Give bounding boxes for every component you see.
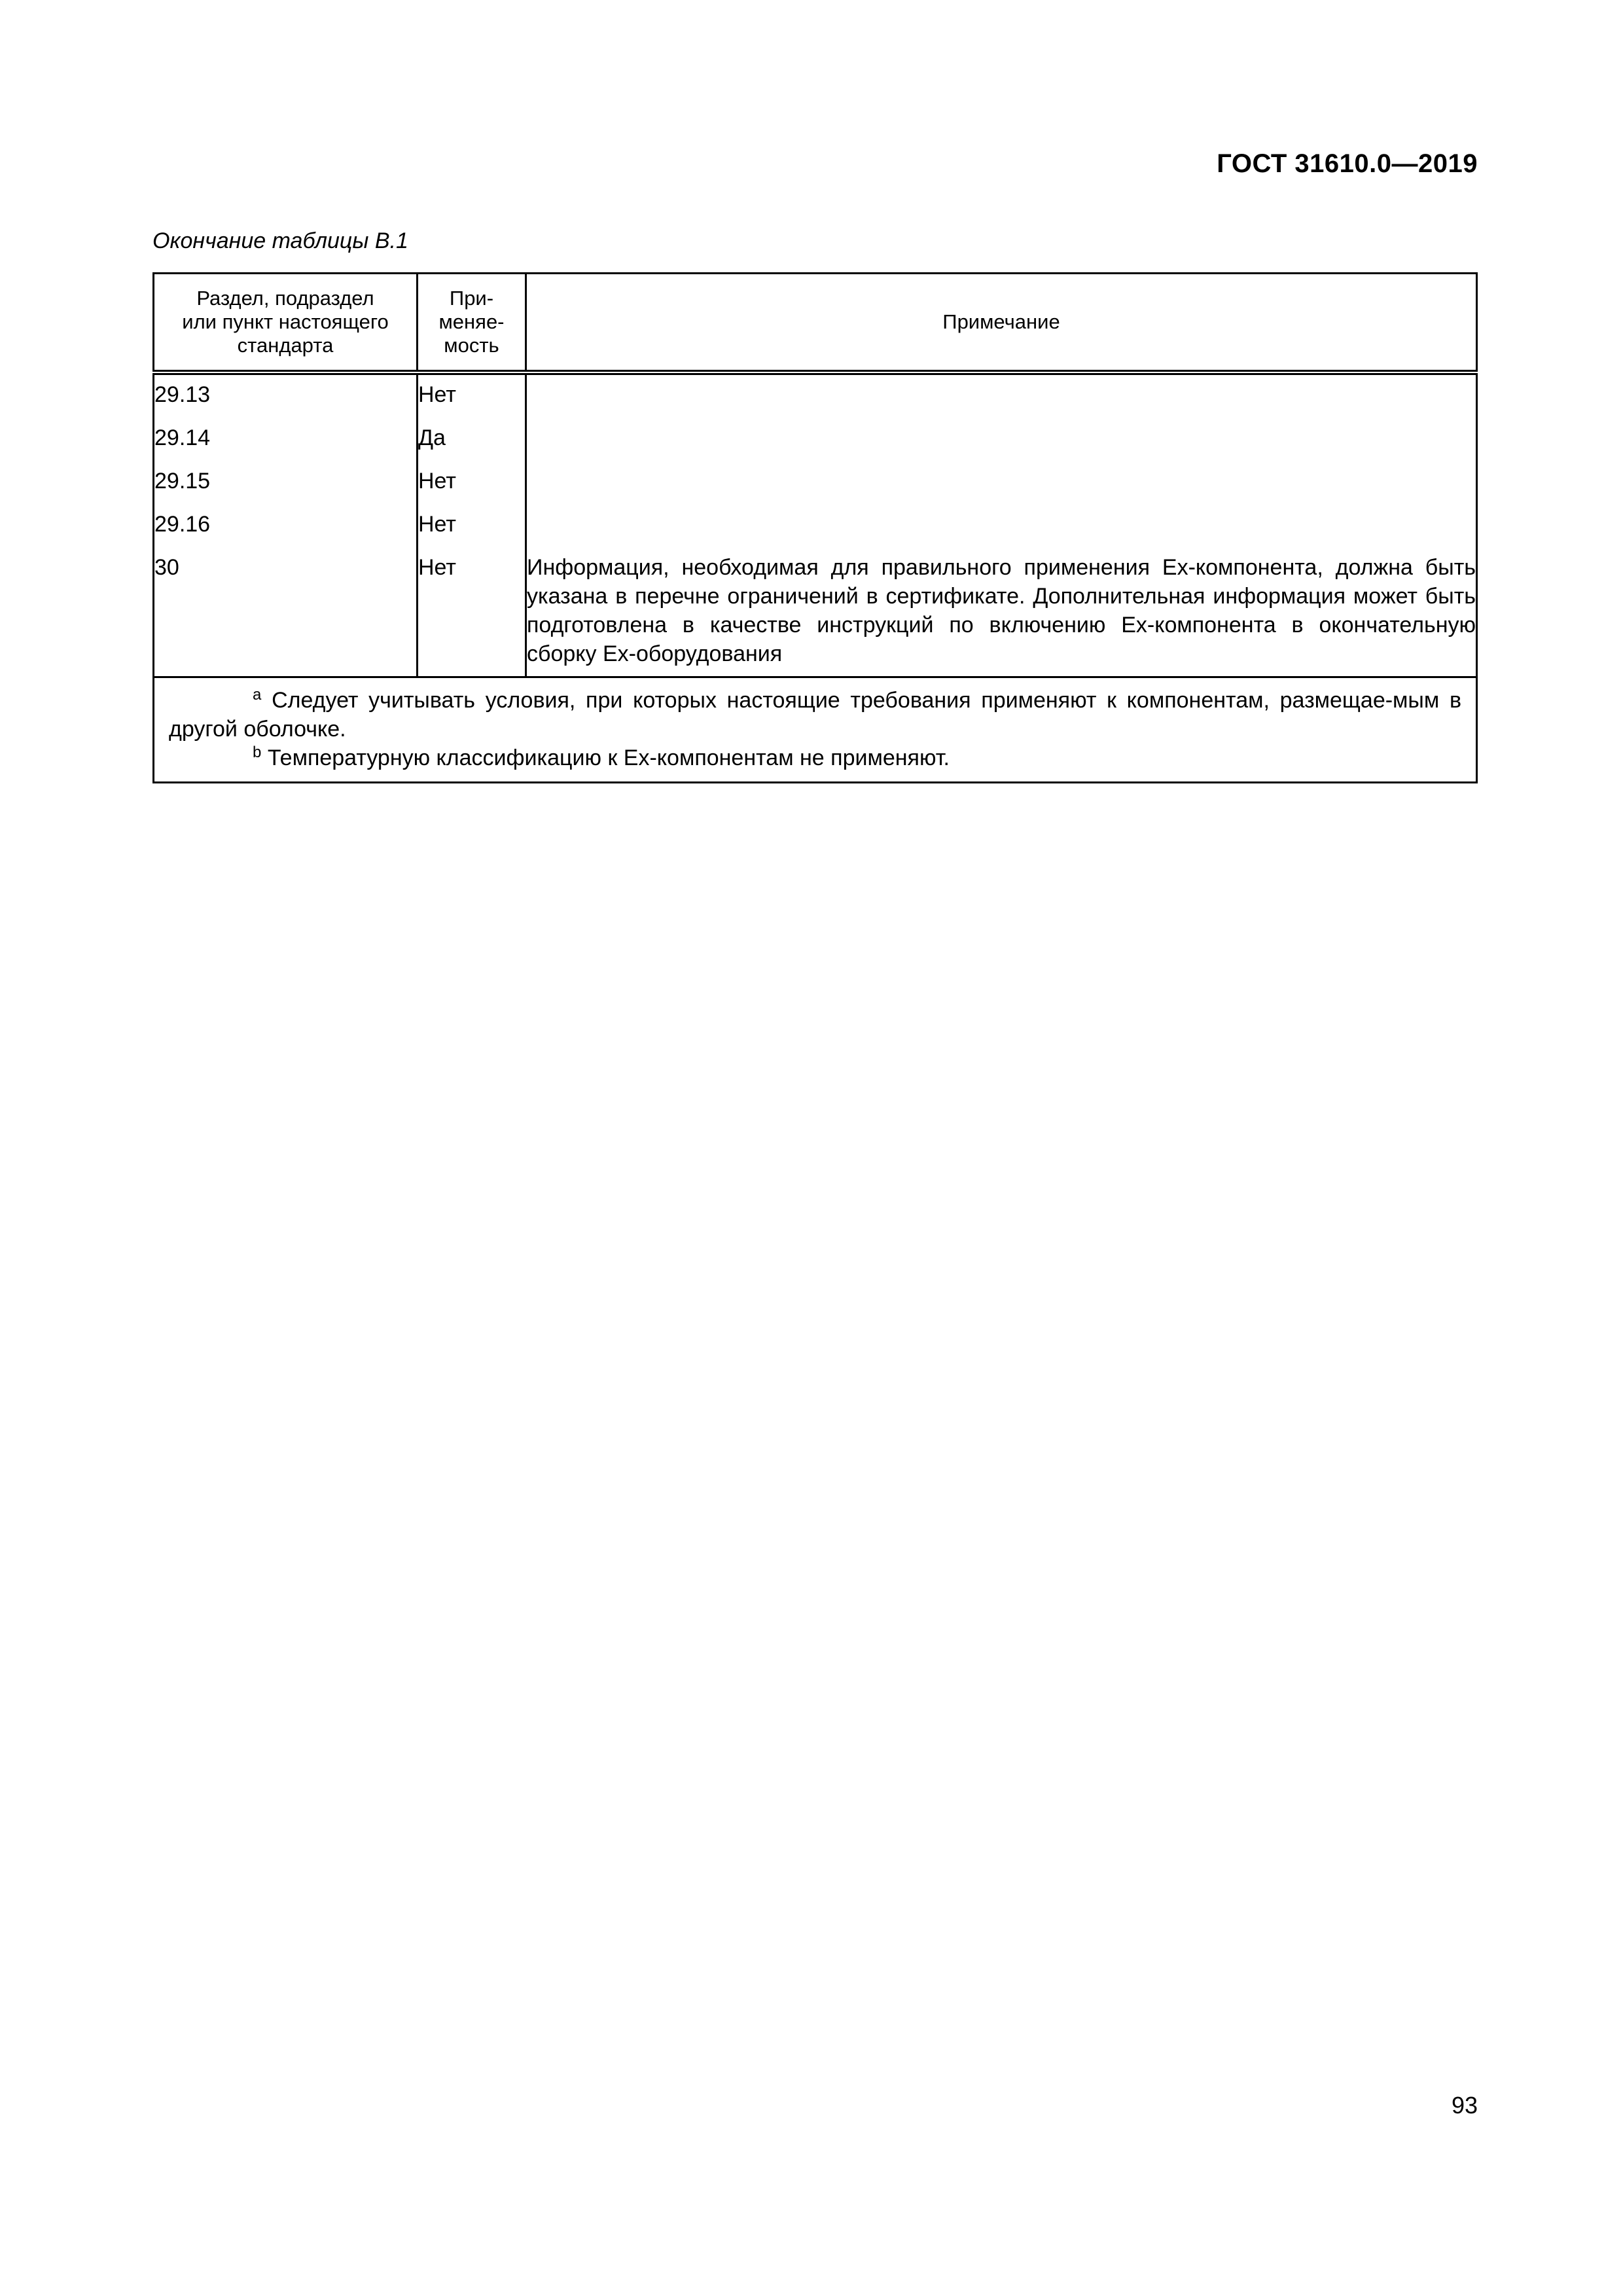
footnote-b <box>169 744 1461 772</box>
header-applicability-line: меняе- <box>438 310 505 333</box>
cell-section: 29.13 <box>154 372 418 409</box>
cell-applicability: Нет <box>418 539 526 677</box>
note-text: Информация, необходимая для правильного применения Ex-компонента, должна быть указана в перечне ограничений в сертификате. Дополнительная информация может быть подготовлена в качестве инструкций по включению Ex-компонента в окончательную сборку Ex-оборудования <box>527 555 1476 666</box>
cell-note <box>526 452 1477 495</box>
cell-applicability: Нет <box>418 452 526 495</box>
cell-note <box>526 539 1477 677</box>
header-section-line: стандарта <box>237 334 334 357</box>
cell-note <box>526 409 1477 452</box>
table-row <box>154 495 1477 539</box>
header-note: Примечание <box>526 274 1477 373</box>
table-header-row <box>154 274 1477 373</box>
footnote-mark-b: b <box>253 744 262 761</box>
table-row <box>154 539 1477 677</box>
table-row <box>154 372 1477 409</box>
cell-section: 29.14 <box>154 409 418 452</box>
cell-section: 30 <box>154 539 418 677</box>
applicability-table <box>152 272 1478 783</box>
table-row <box>154 409 1477 452</box>
cell-section: 29.16 <box>154 495 418 539</box>
cell-note <box>526 495 1477 539</box>
table-row <box>154 452 1477 495</box>
footnote-mark-a: a <box>253 686 262 704</box>
cell-section: 29.15 <box>154 452 418 495</box>
footnote-a-text: Следует учитывать условия, при которых настоящие требования применяют к компонентам, размещае-мым в другой оболочке. <box>169 688 1462 742</box>
cell-applicability: Нет <box>418 372 526 409</box>
table-footnotes <box>154 677 1477 783</box>
cell-applicability: Да <box>418 409 526 452</box>
cell-applicability: Нет <box>418 495 526 539</box>
header-section-line: Раздел, подраздел <box>196 287 374 310</box>
footnote-a <box>169 686 1461 744</box>
document-code: ГОСТ 31610.0—2019 <box>1217 149 1478 178</box>
header-applicability-line: мость <box>444 334 499 357</box>
header-section <box>154 274 418 373</box>
header-applicability-line: При- <box>449 287 494 310</box>
header-section-line: или пункт настоящего <box>182 310 389 333</box>
table-footnotes-row <box>154 677 1477 783</box>
table-caption: Окончание таблицы В.1 <box>152 228 408 253</box>
page-number: 93 <box>1451 2092 1478 2119</box>
cell-note <box>526 372 1477 409</box>
header-applicability <box>418 274 526 373</box>
footnote-b-text: Температурную классификацию к Ex-компонентам не применяют. <box>267 745 950 770</box>
